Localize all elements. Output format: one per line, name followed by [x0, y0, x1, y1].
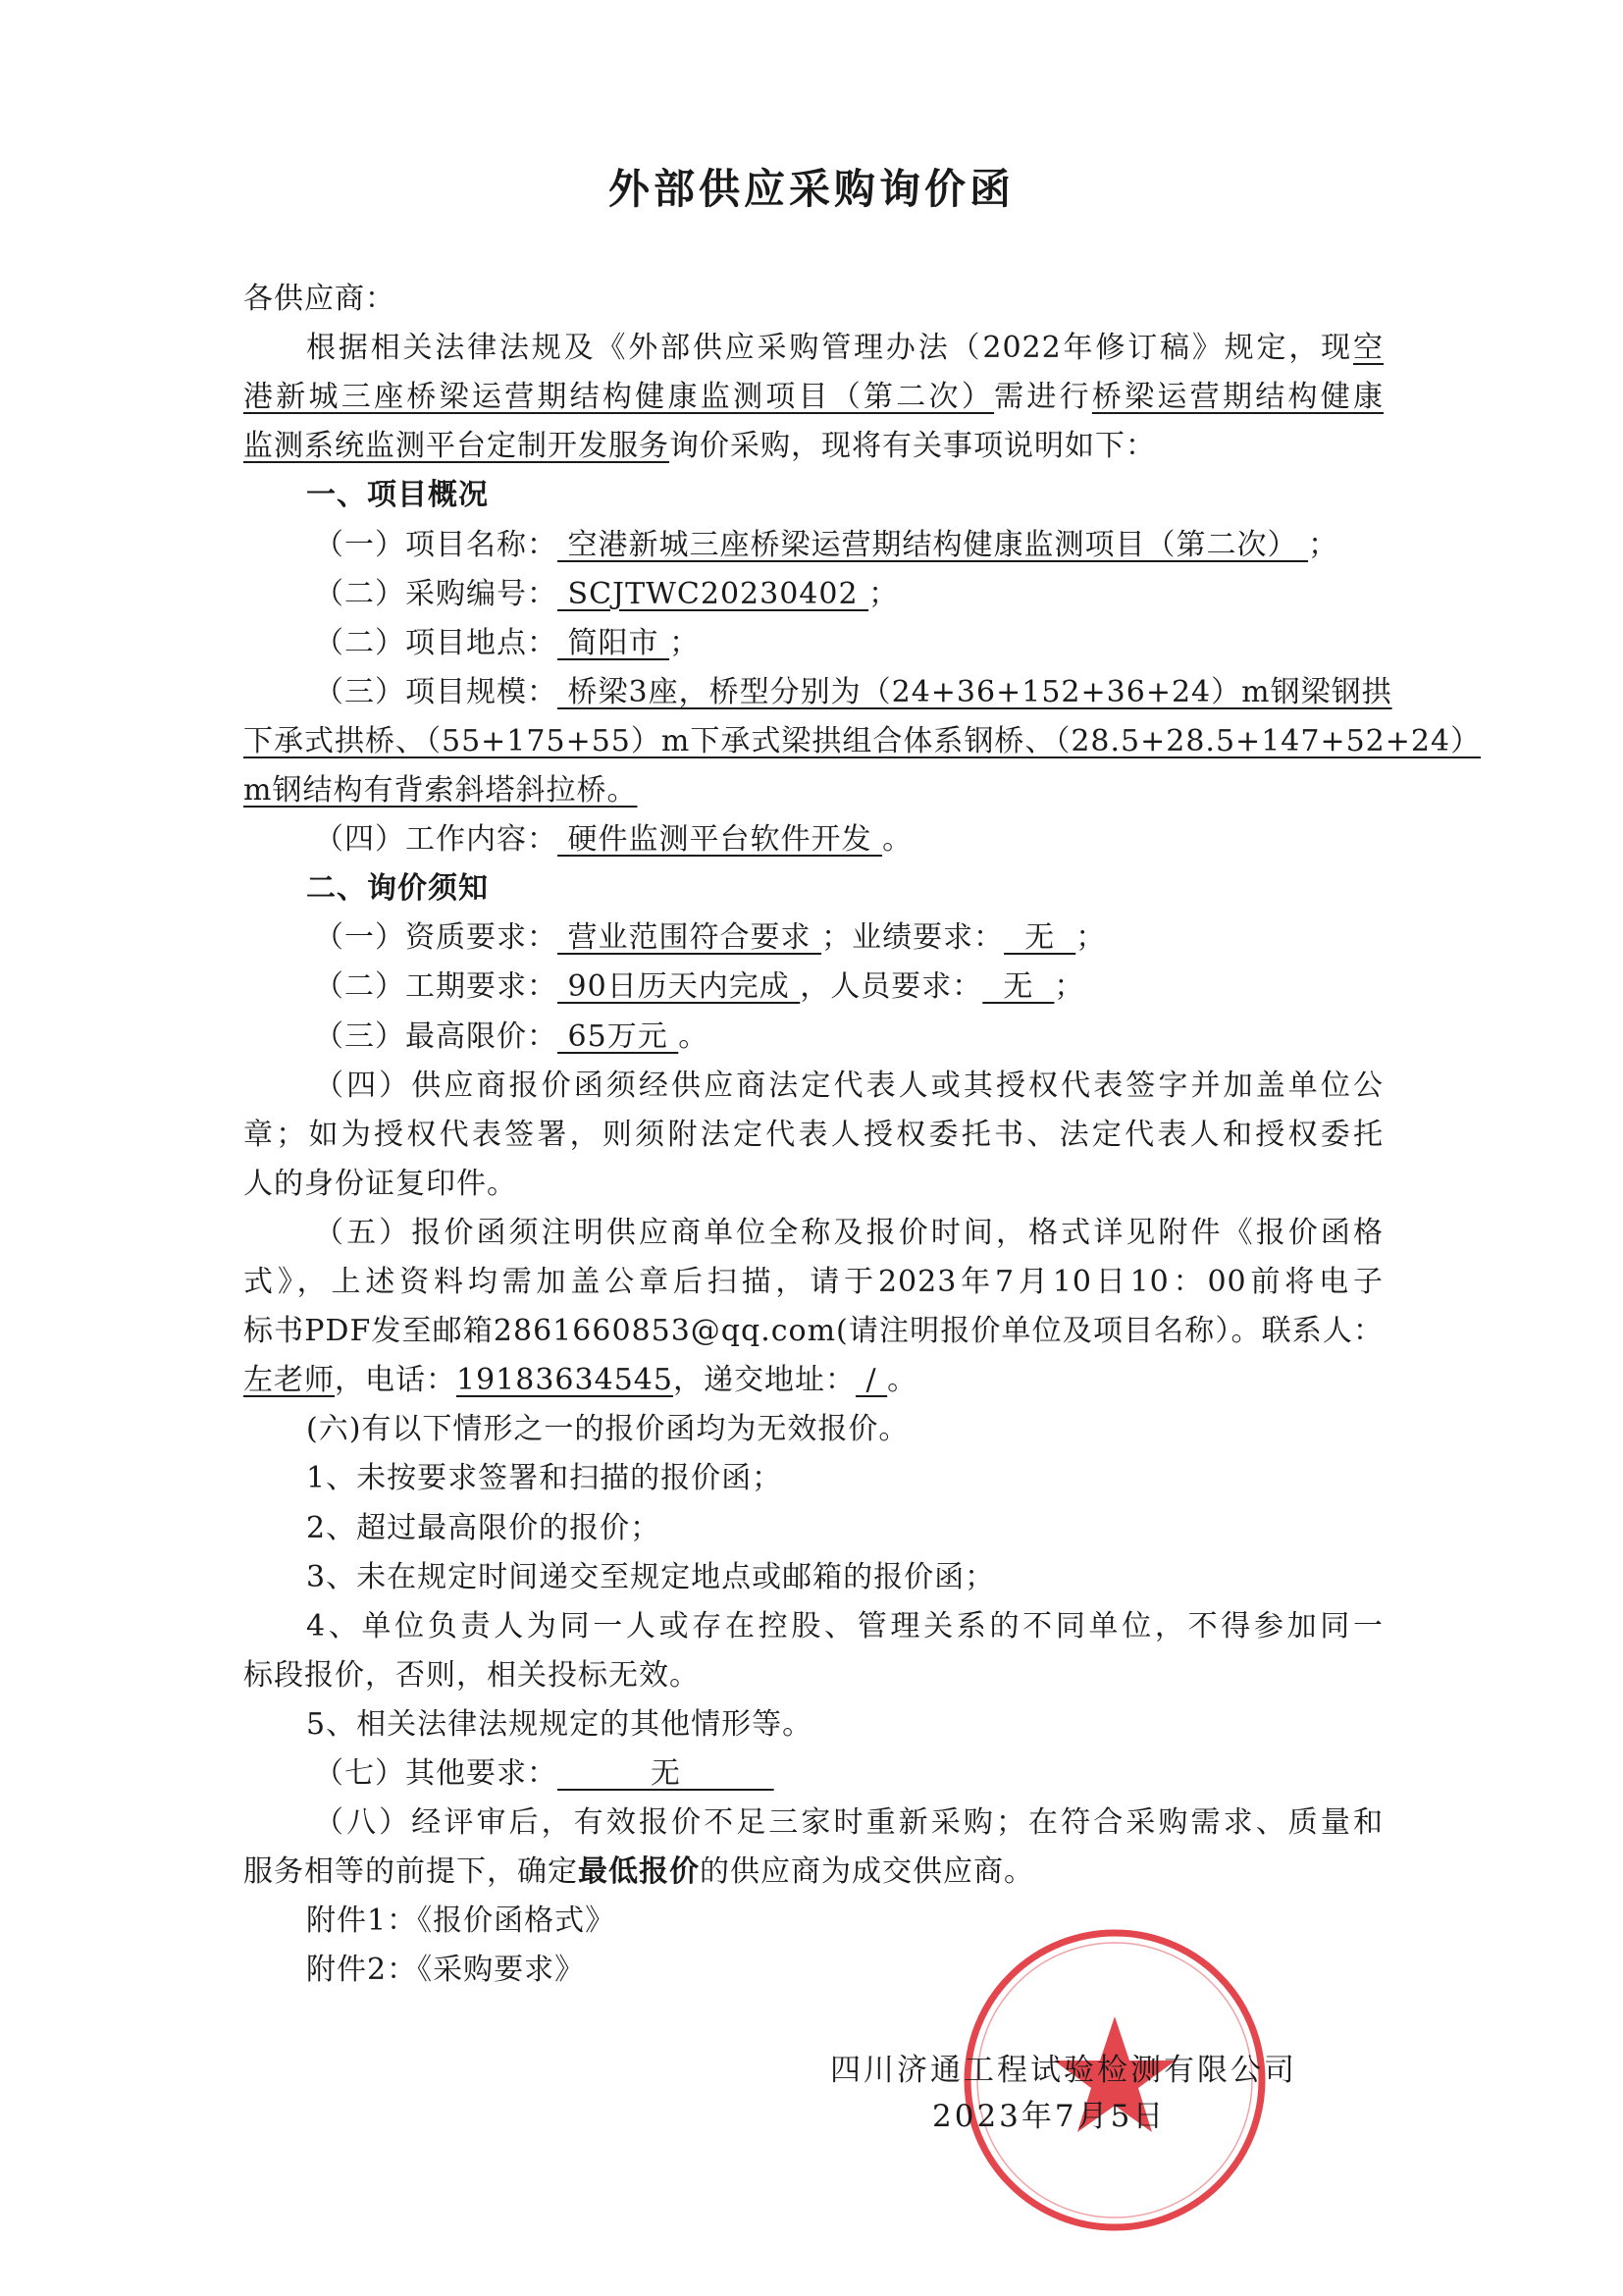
text-line [243, 1263, 1384, 1302]
text-segment: （二）工期要求： [314, 969, 557, 1005]
filled-field: 19183634545 [456, 1363, 673, 1398]
filled-field: 下承式拱桥、（55+175+55）m下承式梁拱组合体系钢桥、（28.5+28.5+147+52+24） [243, 723, 1482, 758]
filled-field: m钢结构有背索斜塔斜拉桥。 [243, 773, 638, 808]
text-line [243, 869, 1384, 909]
text-line [243, 1852, 1384, 1892]
text-segment: 章；如为授权代表签署，则须附法定代表人授权委托书、法定代表人和授权委托 [243, 1117, 1384, 1152]
text-segment: 根据相关法律法规及《外部供应采购管理办法（2022年修订稿》规定，现 [306, 331, 1353, 366]
text-line [243, 918, 1384, 958]
section-heading: 一、项目概况 [306, 478, 489, 513]
text-segment: ，人员要求： [800, 969, 983, 1005]
text-line [243, 1656, 1384, 1696]
text-line [243, 1361, 1384, 1400]
text-line [243, 575, 1384, 614]
filled-field: 港新城三座桥梁运营期结构健康监测项目（第二次） [243, 380, 995, 415]
text-segment: 4、单位负责人为同一人或存在控股、管理关系的不同单位，不得参加同一 [306, 1608, 1384, 1644]
text-segment: （四）工作内容： [314, 822, 557, 858]
document-title: 外部供应采购询价函 [607, 165, 1015, 213]
text-line [243, 1165, 1384, 1204]
text-segment: ； [1054, 969, 1085, 1005]
text-segment: （一）资质要求： [314, 920, 557, 956]
text-segment: （四）供应商报价函须经供应商法定代表人或其授权代表签字并加盖单位公 [314, 1068, 1384, 1103]
text-line [243, 820, 1384, 860]
text-segment: 。 [887, 1363, 918, 1398]
text-line [243, 1018, 1384, 1057]
section-heading: 二、询价须知 [306, 871, 489, 907]
text-segment: 标段报价，否则，相关投标无效。 [243, 1657, 700, 1693]
text-segment: 式》，上述资料均需加盖公章后扫描，请于2023年7月10日10：00前将电子 [243, 1265, 1384, 1299]
text-line [243, 1558, 1384, 1597]
filled-field: / [855, 1363, 888, 1398]
text-line [243, 1312, 1384, 1351]
filled-field: 65万元 [557, 1018, 679, 1054]
text-segment: 标书PDF发至邮箱2861660853@qq.com(请注明报价单位及项目名称）。联系人： [243, 1314, 1384, 1349]
text-line [243, 280, 1384, 319]
text-segment: ； [1075, 920, 1107, 956]
text-segment: （五）报价函须注明供应商单位全称及报价时间，格式详见附件《报价函格 [314, 1215, 1384, 1250]
text-line [243, 1214, 1384, 1253]
text-segment: 2、超过最高限价的报价； [306, 1510, 661, 1545]
text-segment: ，电话： [335, 1363, 456, 1398]
filled-field: 90日历天内完成 [557, 969, 801, 1005]
signature-company: 四川济通工程试验检测有限公司 [830, 2053, 1297, 2088]
text-segment: （七）其他要求： [314, 1756, 557, 1791]
text-segment: ； [1308, 527, 1339, 562]
filled-field: 无 [557, 1756, 774, 1791]
text-segment: ； [868, 576, 900, 611]
text-segment: 需进行 [994, 380, 1092, 415]
text-line [243, 427, 1384, 466]
text-segment: 询价采购，现将有关事项说明如下： [669, 429, 1156, 464]
text-segment: ；业绩要求： [821, 920, 1005, 956]
text-line [243, 967, 1384, 1007]
text-segment: （二）采购编号： [314, 576, 557, 611]
text-line [243, 1459, 1384, 1498]
filled-field: 空港新城三座桥梁运营期结构健康监测项目（第二次） [557, 527, 1309, 562]
filled-field: 无 [982, 969, 1055, 1005]
text-segment: 附件2：《采购要求》 [306, 1953, 586, 1988]
filled-field: 空 [1353, 331, 1384, 366]
filled-field: 硬件监测平台软件开发 [557, 822, 883, 858]
text-segment: （一）项目名称： [314, 527, 557, 562]
text-segment: 人的身份证复印件。 [243, 1166, 517, 1201]
filled-field: 营业范围符合要求 [557, 920, 822, 956]
text-segment: (六)有以下情形之一的报价函均为无效报价。 [306, 1412, 910, 1447]
text-line [243, 1754, 1384, 1794]
filled-field: 无 [1004, 920, 1076, 956]
text-segment: （三）最高限价： [314, 1018, 557, 1054]
text-segment: 的供应商为成交供应商。 [700, 1854, 1034, 1890]
filled-field: 桥梁3座，桥型分别为（24+36+152+36+24）m钢梁钢拱 [557, 674, 1392, 709]
text-line [243, 1410, 1384, 1449]
filled-field: 左老师 [243, 1363, 335, 1398]
text-line [243, 526, 1384, 565]
text-line [243, 1607, 1384, 1646]
text-segment: （二）项目地点： [314, 625, 557, 660]
text-segment: 附件1：《报价函格式》 [306, 1904, 616, 1939]
text-line [243, 1803, 1384, 1843]
text-line [243, 771, 1384, 810]
text-segment: （三）项目规模： [314, 674, 557, 709]
filled-field: 桥梁运营期结构健康 [1091, 380, 1385, 415]
text-segment: 5、相关法律法规规定的其他情形等。 [306, 1706, 813, 1742]
signature-date: 2023年7月5日 [932, 2099, 1167, 2134]
filled-field: SCJTWC20230402 [557, 576, 869, 611]
text-line [243, 1116, 1384, 1155]
text-line [243, 722, 1482, 761]
text-line [243, 378, 1384, 417]
text-line [243, 1067, 1384, 1106]
text-line [243, 1705, 1384, 1745]
text-segment: 。 [678, 1018, 709, 1054]
text-line [243, 476, 1384, 515]
text-line [243, 1509, 1384, 1548]
text-segment: 。 [882, 822, 914, 858]
text-segment: 1、未按要求签署和扫描的报价函； [306, 1461, 783, 1496]
text-segment: 各供应商： [243, 282, 395, 316]
filled-field: 简阳市 [557, 625, 670, 660]
text-line [243, 673, 1392, 712]
text-segment: ； [669, 625, 701, 660]
text-segment: ，递交地址： [672, 1363, 856, 1398]
text-segment: 最低报价 [578, 1854, 700, 1890]
text-line [243, 624, 1384, 663]
text-segment: （八）经评审后，有效报价不足三家时重新采购；在符合采购需求、质量和 [314, 1805, 1384, 1841]
text-line [243, 329, 1384, 368]
filled-field: 监测系统监测平台定制开发服务 [243, 429, 669, 464]
text-segment: 3、未在规定时间递交至规定地点或邮箱的报价函； [306, 1559, 996, 1594]
text-segment: 服务相等的前提下，确定 [243, 1854, 578, 1890]
